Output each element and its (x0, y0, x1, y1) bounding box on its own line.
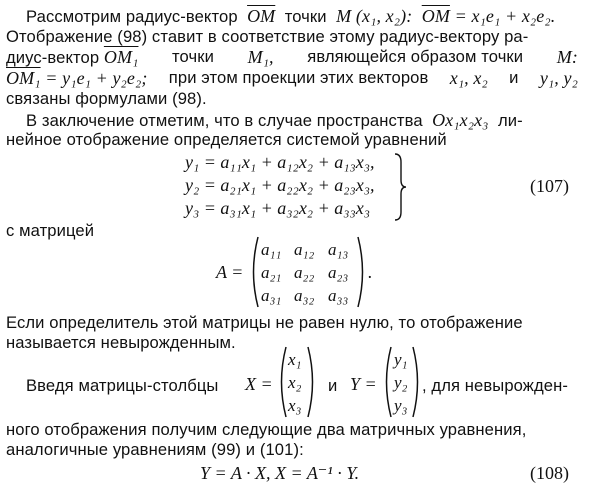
vector-om: $\overline{OM}$ (421, 6, 450, 26)
para2-line1 (26, 110, 523, 131)
with-matrix-text: с матрицей (6, 221, 95, 240)
text-span: точки (284, 7, 327, 26)
para1-line2: Отображение (98) ставит в соответствие этому радиус-вектору ра- (6, 27, 529, 46)
para1-line3 (6, 47, 578, 68)
text-span: при этом проекции этих векторов (168, 68, 429, 87)
vector-expansion: = x₁e₁ + x₂e₂. (454, 6, 556, 26)
text-span: Рассмотрим радиус-вектор (26, 7, 238, 26)
point-m: M (336, 6, 352, 26)
para3-line2: называется невырожденным. (6, 333, 236, 352)
para4-line3: аналогичные уравнениям (99) и (101): (6, 440, 304, 459)
equation-number-107: (107) (530, 176, 569, 196)
para4-intro: Введя матрицы-столбцы (26, 376, 219, 395)
equation-108: Y = A · X, X = A⁻¹ · Y. (200, 463, 360, 483)
para3-line1: Если определитель этой матрицы не равен нулю, то отображение (6, 313, 523, 332)
right-paren-icon (306, 346, 318, 418)
equation-number-108: (108) (530, 463, 569, 483)
column-x-cell: x₁ (288, 350, 302, 369)
vector-om: $\overline{OM}$ (247, 6, 276, 26)
point-m1: M₁, (247, 47, 274, 67)
column-x-lhs: X = (245, 374, 273, 394)
para4-line2: ного отображения получим следующие два матричных уравнения, (6, 420, 527, 439)
para4-and: и (328, 376, 338, 395)
para2-line2: нейное отображение определяется системой уравнений (6, 130, 447, 149)
matrix-a-cell: a₁₁ (261, 240, 282, 259)
matrix-a-cell: a₂₃ (328, 263, 349, 282)
matrix-a-end: . (368, 262, 373, 282)
point-m: M: (556, 47, 578, 67)
text-span: диус-вектор (6, 48, 100, 67)
matrix-a-cell: a₂₁ (261, 263, 282, 282)
column-y-cell: y₂ (394, 373, 408, 392)
vector-om1: OM₁ (6, 68, 41, 88)
matrix-a-cell: a₃₂ (294, 286, 315, 305)
column-y-cell: y₁ (394, 350, 408, 369)
column-y-cell: y₃ (394, 396, 408, 415)
column-y-lhs: Y = (350, 374, 377, 394)
right-paren-icon (356, 236, 368, 308)
left-paren-icon (248, 236, 260, 308)
matrix-a-cell: a₁₃ (328, 240, 349, 259)
left-paren-icon (381, 346, 393, 418)
column-x-cell: x₃ (288, 396, 302, 415)
system-row-2: y₂ = a₂₁x₁ + a₂₂x₂ + a₂₃x₃, (185, 175, 375, 195)
para1-line5: связаны формулами (98). (6, 89, 207, 108)
math-x: x₁, x₂ (449, 68, 488, 88)
matrix-a-cell: a₁₂ (294, 240, 315, 259)
text-span: ли- (497, 111, 523, 130)
column-x-cell: x₂ (288, 373, 302, 392)
text-span: и (509, 68, 519, 87)
left-paren-icon (276, 346, 288, 418)
text-span: являющейся образом точки (307, 47, 524, 66)
space-name: Ox₁x₂x₃ (432, 110, 489, 130)
matrix-a-cell: a₃₁ (261, 286, 282, 305)
text-span: точки (172, 47, 214, 66)
text-span: В заключение отметим, что в случае пространства (26, 111, 423, 130)
matrix-a-lhs: A = (216, 262, 244, 282)
para1-line4 (6, 68, 578, 89)
system-row-1: y₁ = a₁₁x₁ + a₁₂x₂ + a₁₃x₃, (185, 152, 375, 172)
para1-line1 (26, 6, 555, 27)
coords-m: (x₁, x₂): (355, 6, 413, 26)
system-row-3: y₃ = a₃₁x₁ + a₃₂x₂ + a₃₃x₃ (185, 198, 370, 218)
para4-tail: , для невырожден- (422, 376, 568, 395)
vector-expansion: = y₁e₁ + y₂e₂; (45, 68, 148, 88)
right-brace-icon (393, 152, 407, 222)
vector-om1: OM₁ (103, 47, 139, 67)
matrix-a-cell: a₃₃ (328, 286, 349, 305)
matrix-a-cell: a₂₂ (294, 263, 315, 282)
math-y: y₁, y₂ (539, 68, 578, 88)
